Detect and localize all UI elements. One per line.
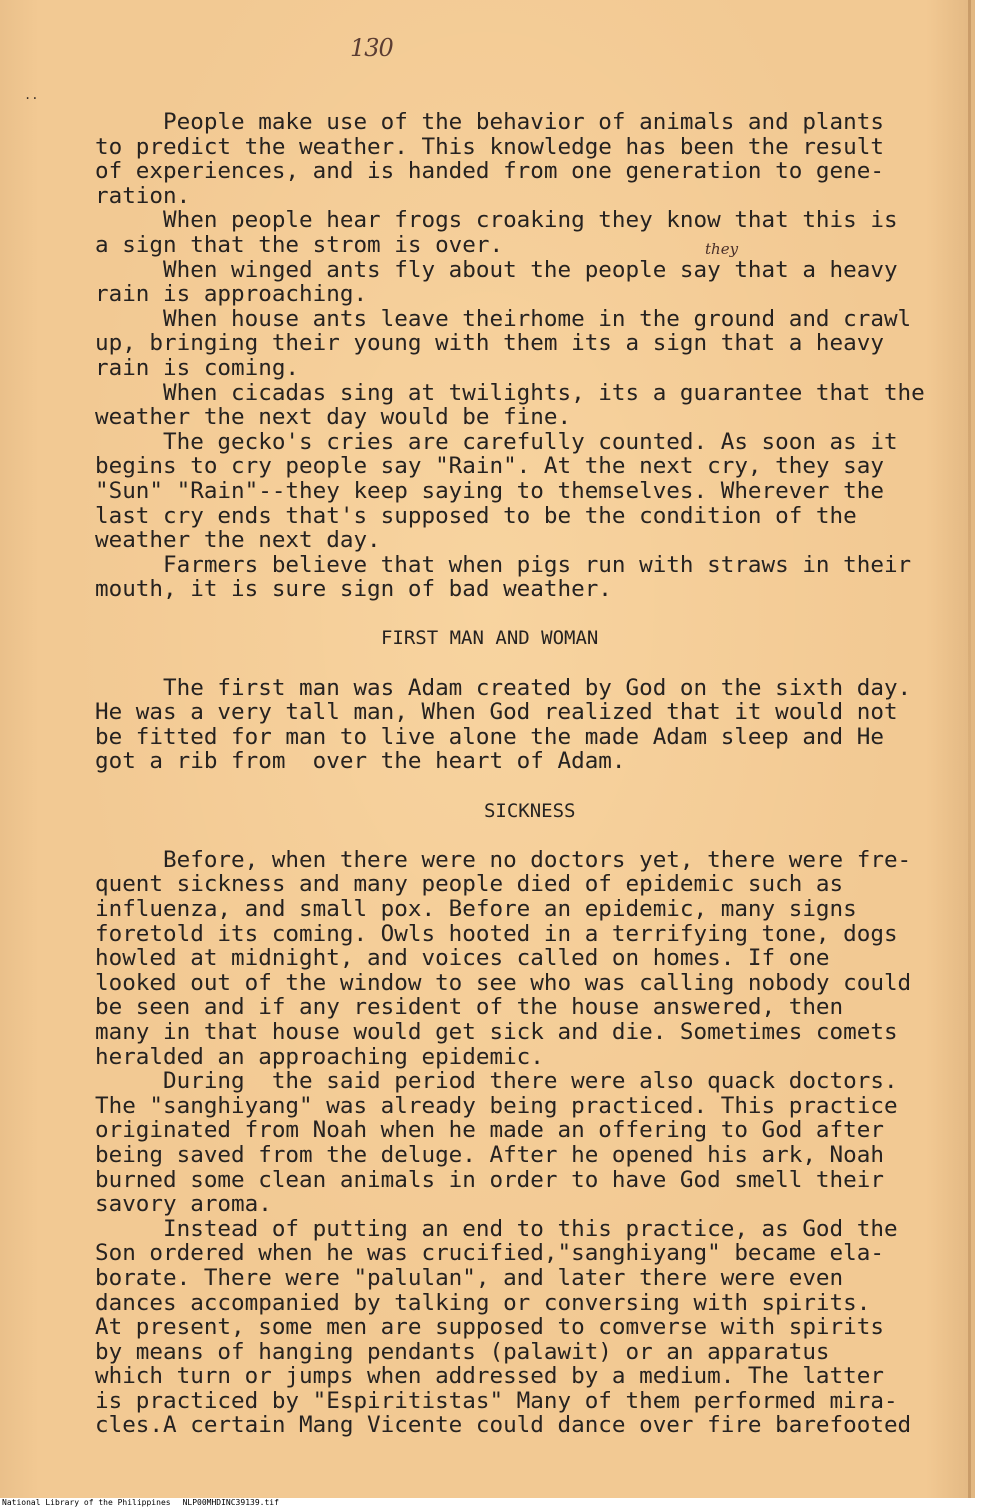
text-line: by means of hanging pendants (palawit) or an apparatus (95, 1338, 830, 1365)
text-line: The "sanghiyang" was already being practiced. This practice (95, 1092, 898, 1119)
text-line: begins to cry people say "Rain". At the next cry, they say (95, 453, 884, 480)
text-line: People make use of the behavior of animals and plants (95, 109, 884, 135)
footer-library: National Library of the Philippines (2, 1498, 171, 1507)
text-line: Instead of putting an end to this practice, as God the (95, 1215, 898, 1242)
text-line: weather the next day would be fine. (95, 404, 572, 431)
text-line: dances accompanied by talking or conversing with spirits. (95, 1289, 871, 1316)
text-line: heralded an approaching epidemic. (95, 1043, 544, 1070)
text-line: burned some clean animals in order to have God smell their (95, 1166, 884, 1193)
text-line: Farmers believe that when pigs run with straws in their (95, 551, 912, 578)
text-line: Son ordered when he was crucified,"sanghiyang" became ela- (95, 1240, 884, 1267)
text-line: influenza, and small pox. Before an epidemic, many signs (95, 896, 857, 922)
section-heading-first-man: FIRST MAN AND WOMAN (380, 627, 599, 650)
text-line: of experiences, and is handed from one generation to gene- (95, 158, 884, 185)
text-line: When people hear frogs croaking they know that this is (95, 207, 898, 234)
text-line: last cry ends that's supposed to be the condition of the (95, 502, 857, 529)
text-line: When house ants leave theirhome in the ground and crawl (95, 305, 912, 332)
typed-text (95, 110, 975, 1438)
text-line: cles.A certain Mang Vicente could dance over fire barefooted (95, 1412, 912, 1439)
text-line: a sign that the strom is over. (95, 231, 504, 258)
text-line: borate. There were "palulan", and later there were even (95, 1264, 844, 1291)
text-line: which turn or jumps when addressed by a medium. The latter (95, 1363, 884, 1390)
text-line: The first man was Adam created by God on the sixth day. (95, 674, 912, 701)
text-line: Before, when there were no doctors yet, there were fre- (95, 846, 912, 873)
text-line: be fitted for man to live alone the made Adam sleep and He (95, 723, 884, 750)
text-line: up, bringing their young with them its a sign that a heavy (95, 330, 884, 357)
text-line: quent sickness and many people died of epidemic such as (95, 871, 844, 898)
text-line: mouth, it is sure sign of bad weather. (95, 576, 612, 603)
text-line: When cicadas sing at twilights, its a guarantee that the (95, 379, 925, 406)
text-line: During the said period there were also quack doctors. (95, 1068, 898, 1095)
scan-footer (2, 1498, 982, 1508)
text-line: At present, some men are supposed to comverse with spirits (95, 1314, 884, 1341)
footer-filename: NLP00MHDINC39139.tif (182, 1498, 279, 1507)
text-line: originated from Noah when he made an offering to God after (95, 1117, 884, 1144)
text-line: rain is approaching. (95, 281, 368, 308)
text-line: be seen and if any resident of the house answered, then (95, 994, 844, 1021)
handwritten-insertion: they (705, 240, 739, 258)
text-line: howled at midnight, and voices called on homes. If one (95, 945, 830, 972)
text-line: to predict the weather. This knowledge has been the result (95, 133, 884, 160)
text-line: foretold its coming. Owls hooted in a terrifying tone, dogs (95, 920, 898, 947)
section-heading-sickness: SICKNESS (483, 799, 576, 822)
text-line: is practiced by "Espiritistas" Many of them performed mira- (95, 1387, 898, 1414)
text-line: When winged ants fly about the people say that a heavy (95, 256, 898, 283)
text-line: "Sun" "Rain"--they keep saying to themselves. Wherever the (95, 477, 884, 504)
text-line: many in that house would get sick and die. Sometimes comets (95, 1018, 898, 1045)
text-line: The gecko's cries are carefully counted. As soon as it (95, 428, 898, 455)
text-line: ration. (95, 182, 191, 209)
page-number: 130 (350, 34, 393, 62)
text-line: being saved from the deluge. After he opened his ark, Noah (95, 1141, 884, 1168)
text-line: got a rib from over the heart of Adam. (95, 748, 626, 775)
text-line: savory aroma. (95, 1191, 272, 1218)
margin-mark: .. (24, 88, 39, 102)
text-line: weather the next day. (95, 527, 381, 554)
text-line: He was a very tall man, When God realized that it would not (95, 699, 898, 726)
text-line: rain is coming. (95, 354, 300, 381)
text-line: looked out of the window to see who was calling nobody could (95, 969, 912, 996)
